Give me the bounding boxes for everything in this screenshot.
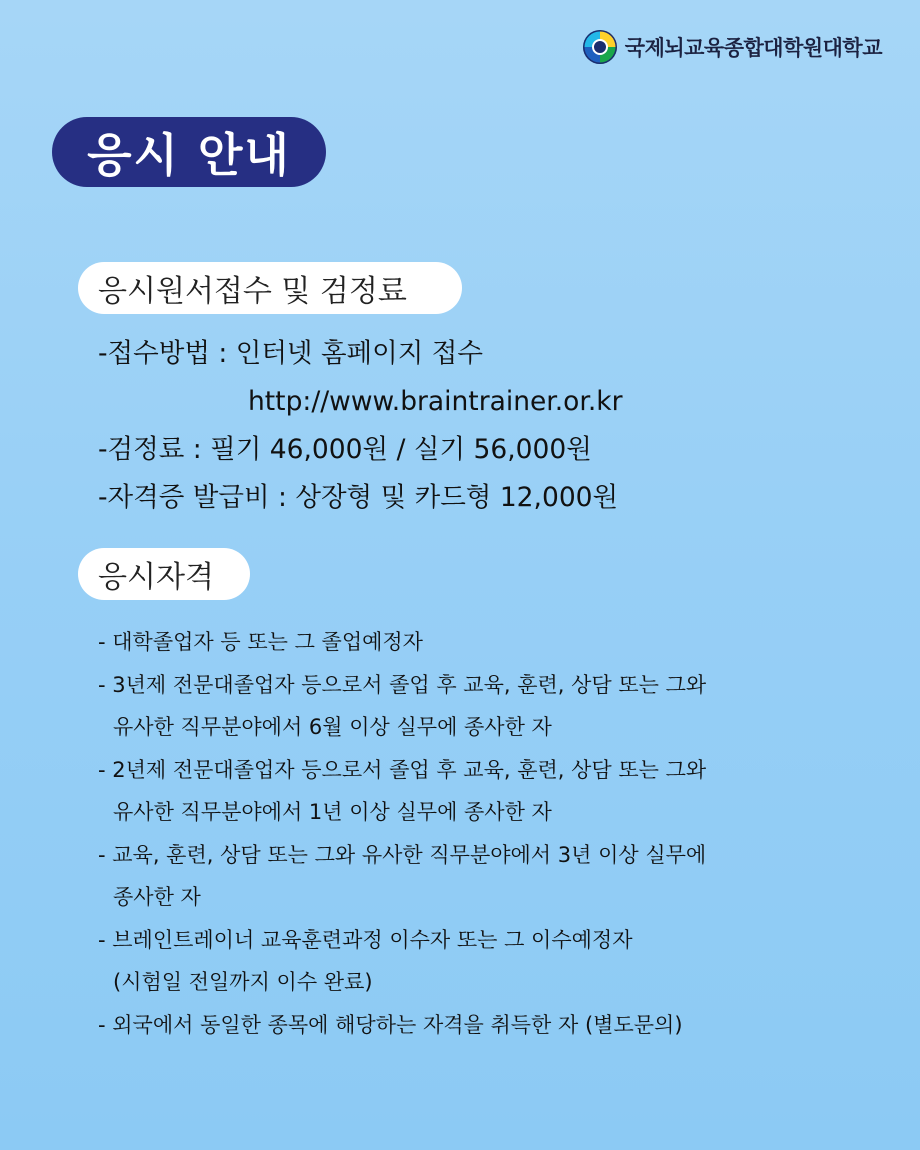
qualification-section-heading-pill	[78, 548, 250, 600]
qualification-item-continuation: 유사한 직무분야에서 1년 이상 실무에 종사한 자	[113, 800, 552, 824]
qualification-item: - 대학졸업자 등 또는 그 졸업예정자	[98, 630, 423, 654]
qualification-item: - 3년제 전문대졸업자 등으로서 졸업 후 교육, 훈련, 상담 또는 그와	[98, 672, 707, 697]
qualification-item-continuation: (시험일 전일까지 이수 완료)	[113, 970, 373, 994]
fee-section-heading-pill	[78, 262, 462, 314]
university-logo	[583, 30, 882, 64]
application-method-line: -접수방법 : 인터넷 홈페이지 접수	[98, 338, 483, 369]
fee-details-list	[98, 330, 623, 522]
qualification-item: - 교육, 훈련, 상담 또는 그와 유사한 직무분야에서 3년 이상 실무에	[98, 842, 707, 867]
qualification-item: - 브레인트레이너 교육훈련과정 이수자 또는 그 이수예정자	[98, 927, 633, 952]
qualification-item-continuation: 유사한 직무분야에서 6월 이상 실무에 종사한 자	[113, 715, 552, 739]
page-title-badge	[52, 117, 326, 187]
fee-section-heading: 응시원서접수 및 검정료	[98, 274, 407, 309]
qualification-item-continuation: 종사한 자	[113, 885, 201, 909]
qualification-item: - 2년제 전문대졸업자 등으로서 졸업 후 교육, 훈련, 상담 또는 그와	[98, 757, 707, 782]
university-emblem-icon	[583, 30, 617, 64]
university-name: 국제뇌교육종합대학원대학교	[624, 36, 882, 60]
page-title: 응시 안내	[87, 128, 291, 182]
certificate-fee-line: -자격증 발급비 : 상장형 및 카드형 12,000원	[98, 482, 619, 513]
qualification-list	[98, 621, 706, 1046]
homepage-url: http://www.braintrainer.or.kr	[248, 386, 623, 417]
exam-fee-line: -검정료 : 필기 46,000원 / 실기 56,000원	[98, 434, 592, 465]
qualification-section-heading: 응시자격	[98, 560, 214, 595]
qualification-item: - 외국에서 동일한 종목에 해당하는 자격을 취득한 자 (별도문의)	[98, 1012, 683, 1037]
